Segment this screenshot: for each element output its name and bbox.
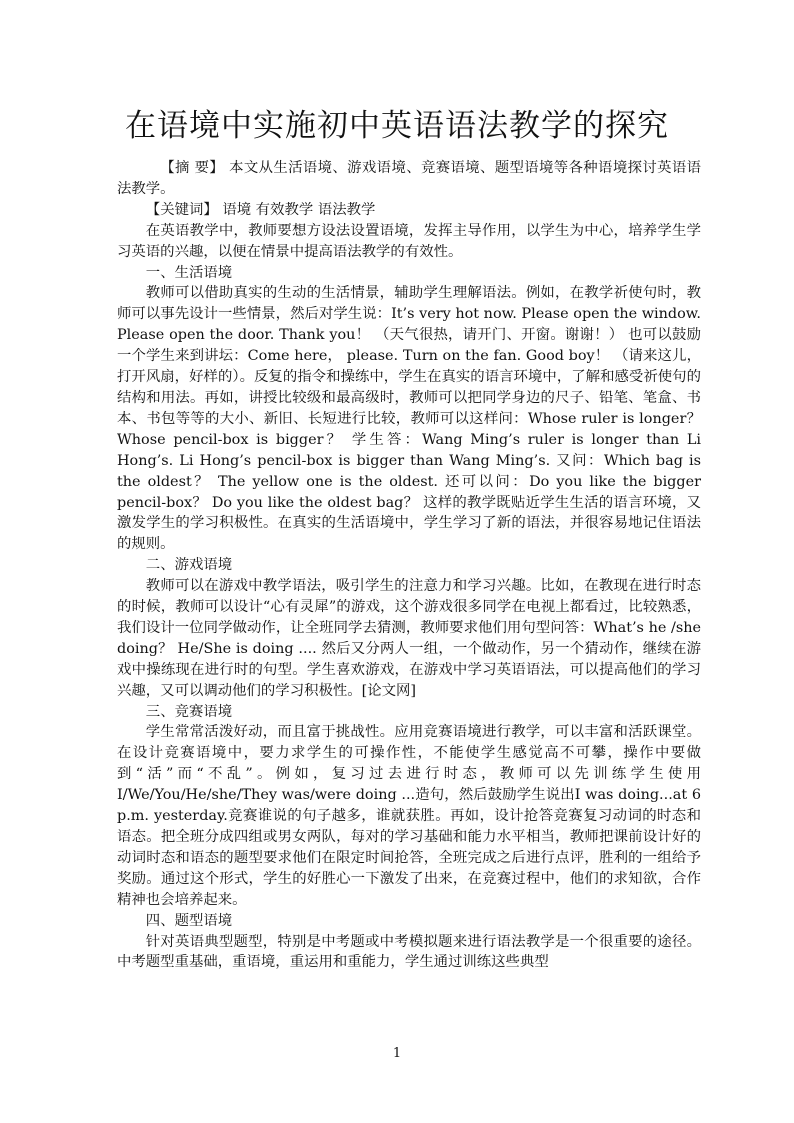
section-text-game: 教师可以在游戏中教学语法，吸引学生的注意力和学习兴趣。比如，在教现在进行时态的时候，教师可以设计“心有灵犀”的游戏，这个游戏很多同学在电视上都看过，比较熟悉，我们设计一位同学做动作，让全班同学去猜测，教师要求他们用句型问答：What’s he /she doing？ He/She is doing .... 然后又分两人一组，一个做动作，另一个猜动作，继续在游戏中操练现在进行时的句型。学生喜欢游戏，在游戏中学习英语语法，可以提高他们的学习兴趣，又可以调动他们的学习积极性。[论文网] xyxy=(117,578,701,699)
abstract: 【摘 要】 本文从生活语境、游戏语境、竞赛语境、题型语境等各种语境探讨英语语法教学。 xyxy=(117,160,701,197)
section-heading-question-type: 四、题型语境 xyxy=(145,912,233,929)
section-heading-competition: 三、竞赛语境 xyxy=(145,703,233,720)
document-body xyxy=(117,158,701,973)
section-heading-game: 二、游戏语境 xyxy=(145,557,233,574)
section-text-competition: 学生常常活泼好动，而且富于挑战性。应用竞赛语境进行教学，可以丰富和活跃课堂。在设计竞赛语境中，要力求学生的可操作性，不能使学生感觉高不可攀，操作中要做到“活”而“不乱”。例如，复习过去进行时态，教师可以先训练学生使用I/We/You/He/she/They was/were doing ...造句，然后鼓励学生说出I was doing...at 6 p.m. yesterday.竞赛谁说的句子越多，谁就获胜。再如，设计抢答竞赛复习动词的时态和语态。把全班分成四组或男女两队，每对的学习基础和能力水平相当，教师把课前设计好的动词时态和语态的题型要求他们在限定时间抢答，全班完成之后进行点评，胜利的一组给予奖励。通过这个形式，学生的好胜心一下激发了出来，在竞赛过程中，他们的求知欲，合作精神也会培养起来。 xyxy=(117,724,701,908)
section-text-life: 教师可以借助真实的生动的生活情景，辅助学生理解语法。例如，在教学祈使句时，教师可以事先设计一些情景，然后对学生说：It’s very hot now. Please open the window. Please open the door. Thank you！ （天气很热，请开门、开窗。谢谢！） 也可以鼓励一个学生来到讲坛：Come here， please. Turn on the fan. Good boy！ （请来这儿，打开风扇，好样的）。反复的指令和操练中，学生在真实的语言环境中，了解和感受祈使句的结构和用法。再如，讲授比较级和最高级时，教师可以把同学身边的尺子、铅笔、笔盒、书本、书包等等的大小、新旧、长短进行比较，教师可以这样问：Whose ruler is longer？ Whose pencil-box is bigger？ 学生答：Wang Ming’s ruler is longer than Li Hong’s. Li Hong’s pencil-box is bigger than Wang Ming’s. 又问：Which bag is the oldest？ The yellow one is the oldest. 还可以问：Do you like the bigger pencil-box？ Do you like the oldest bag？ 这样的教学既贴近学生生活的语言环境，又激发学生的学习积极性。在真实的生活语境中，学生学习了新的语法，并很容易地记住语法的规则。 xyxy=(117,285,701,553)
keywords: 【关键词】 语境 有效教学 语法教学 xyxy=(145,201,376,218)
document-title: 在语境中实施初中英语语法教学的探究 xyxy=(125,108,669,144)
page-number: 1 xyxy=(392,1046,402,1061)
intro-paragraph: 在英语教学中，教师要想方设法设置语境，发挥主导作用，以学生为中心，培养学生学习英语的兴趣，以便在情景中提高语法教学的有效性。 xyxy=(117,222,701,260)
section-text-question-type: 针对英语典型题型，特别是中考题或中考模拟题来进行语法教学是一个很重要的途径。中考题型重基础，重语境，重运用和重能力，学生通过训练这些典型 xyxy=(117,933,701,971)
section-heading-life: 一、生活语境 xyxy=(145,264,233,281)
